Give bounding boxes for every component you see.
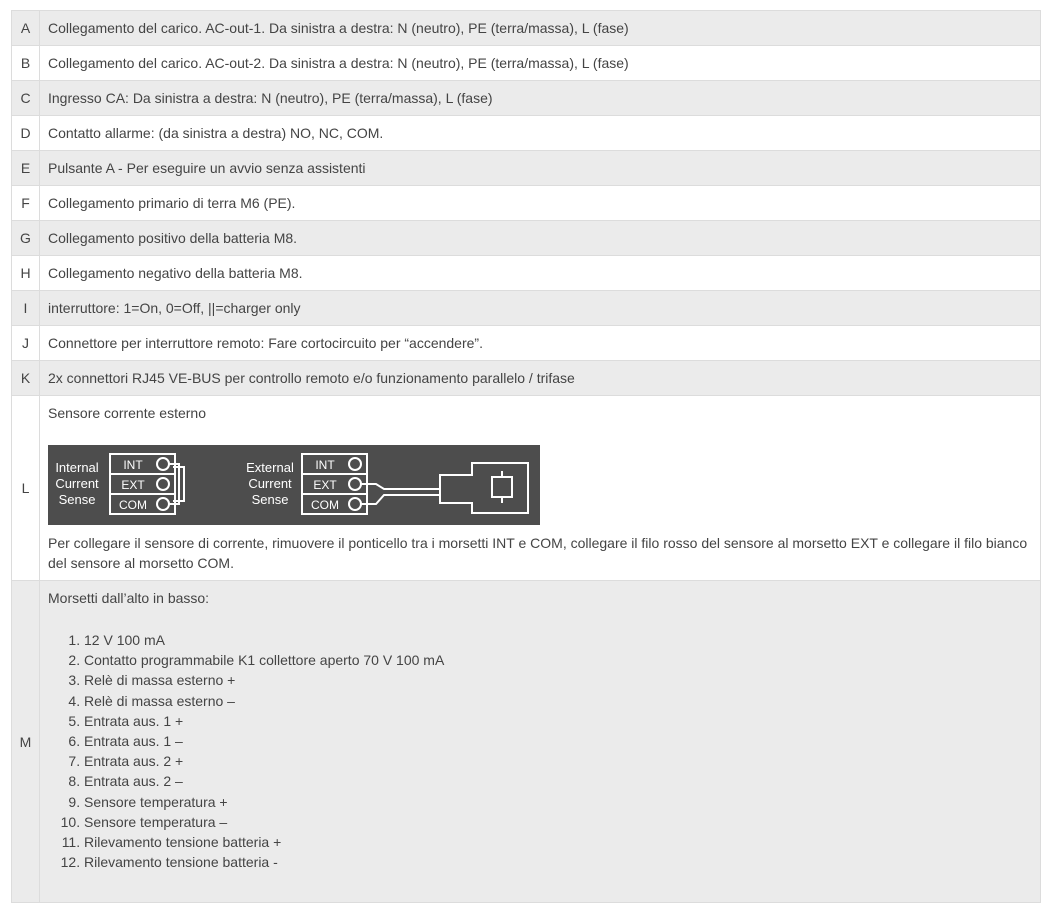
row-description: interruttore: 1=On, 0=Off, ||=charger only (40, 291, 1041, 326)
table-row (12, 291, 1041, 326)
list-item: 1. 12 V 100 mA (84, 630, 1032, 650)
table-row (12, 256, 1041, 291)
row-description: Pulsante A - Per eseguire un avvio senza assistenti (40, 151, 1041, 186)
table-row (12, 11, 1041, 46)
table-row (12, 46, 1041, 81)
table-row (12, 221, 1041, 256)
svg-text:Current: Current (248, 476, 292, 491)
row-description: Connettore per interruttore remoto: Fare cortocircuito per “accendere”. (40, 326, 1041, 361)
row-key: B (12, 46, 40, 81)
svg-text:Sense: Sense (58, 492, 96, 507)
row-key: A (12, 11, 40, 46)
terminals-title: Morsetti dall’alto in basso: (48, 590, 210, 606)
current-sensor-instructions: Per collegare il sensore di corrente, rimuovere il ponticello tra i morsetti INT e COM, collegare il filo rosso del sensore al morsetto EXT e collegare il filo bianco del sensore al morsetto COM. (48, 535, 1028, 571)
table-row (12, 151, 1041, 186)
row-key: H (12, 256, 40, 291)
internal-current-sense-label (55, 460, 99, 507)
list-item: 5. Entrata aus. 1 + (84, 711, 1032, 731)
row-key: K (12, 361, 40, 396)
terminal-label-int: INT (315, 458, 335, 472)
list-item: 2. Contatto programmabile K1 collettore aperto 70 V 100 mA (84, 650, 1032, 670)
legend-table-container (11, 10, 1041, 903)
row-description (40, 396, 1041, 581)
row-description: 2x connettori RJ45 VE-BUS per controllo remoto e/o funzionamento parallelo / trifase (40, 361, 1041, 396)
row-key: E (12, 151, 40, 186)
list-item: 8. Entrata aus. 2 – (84, 771, 1032, 791)
row-description: Collegamento negativo della batteria M8. (40, 256, 1041, 291)
svg-text:Internal: Internal (55, 460, 99, 475)
list-item: 9. Sensore temperatura + (84, 792, 1032, 812)
terminal-list (48, 630, 1032, 872)
row-key: C (12, 81, 40, 116)
external-current-sense-label (246, 460, 294, 507)
row-description: Collegamento del carico. AC-out-1. Da sinistra a destra: N (neutro), PE (terra/massa), L (fase) (40, 11, 1041, 46)
row-description: Collegamento primario di terra M6 (PE). (40, 186, 1041, 221)
list-item: 3. Relè di massa esterno + (84, 670, 1032, 690)
list-item: 11. Rilevamento tensione batteria + (84, 832, 1032, 852)
list-item: 7. Entrata aus. 2 + (84, 751, 1032, 771)
table-row (12, 81, 1041, 116)
list-item: 6. Entrata aus. 1 – (84, 731, 1032, 751)
current-sensor-title: Sensore corrente esterno (48, 405, 206, 421)
svg-text:Current: Current (55, 476, 99, 491)
table-row (12, 326, 1041, 361)
row-description (40, 581, 1041, 903)
table-row-current-sensor (12, 396, 1041, 581)
row-description: Collegamento del carico. AC-out-2. Da sinistra a destra: N (neutro), PE (terra/massa), L (fase) (40, 46, 1041, 81)
list-item: 12. Rilevamento tensione batteria - (84, 852, 1032, 872)
row-key: D (12, 116, 40, 151)
terminal-label-com: COM (311, 498, 339, 512)
current-sense-wiring-diagram (48, 445, 540, 525)
svg-text:External: External (246, 460, 294, 475)
row-key: L (12, 396, 40, 581)
row-key: M (12, 581, 40, 903)
row-key: G (12, 221, 40, 256)
table-row-terminals (12, 581, 1041, 903)
row-key: F (12, 186, 40, 221)
row-description: Collegamento positivo della batteria M8. (40, 221, 1041, 256)
row-description: Ingresso CA: Da sinistra a destra: N (neutro), PE (terra/massa), L (fase) (40, 81, 1041, 116)
terminal-label-int: INT (123, 458, 143, 472)
list-item: 10. Sensore temperatura – (84, 812, 1032, 832)
table-row (12, 186, 1041, 221)
row-key: J (12, 326, 40, 361)
row-key: I (12, 291, 40, 326)
connection-legend-table (11, 10, 1041, 903)
svg-text:Sense: Sense (251, 492, 289, 507)
terminal-label-com: COM (119, 498, 147, 512)
list-item: 4. Relè di massa esterno – (84, 691, 1032, 711)
terminal-label-ext: EXT (121, 478, 145, 492)
table-row (12, 116, 1041, 151)
table-row (12, 361, 1041, 396)
terminal-label-ext: EXT (313, 478, 337, 492)
row-description: Contatto allarme: (da sinistra a destra) NO, NC, COM. (40, 116, 1041, 151)
